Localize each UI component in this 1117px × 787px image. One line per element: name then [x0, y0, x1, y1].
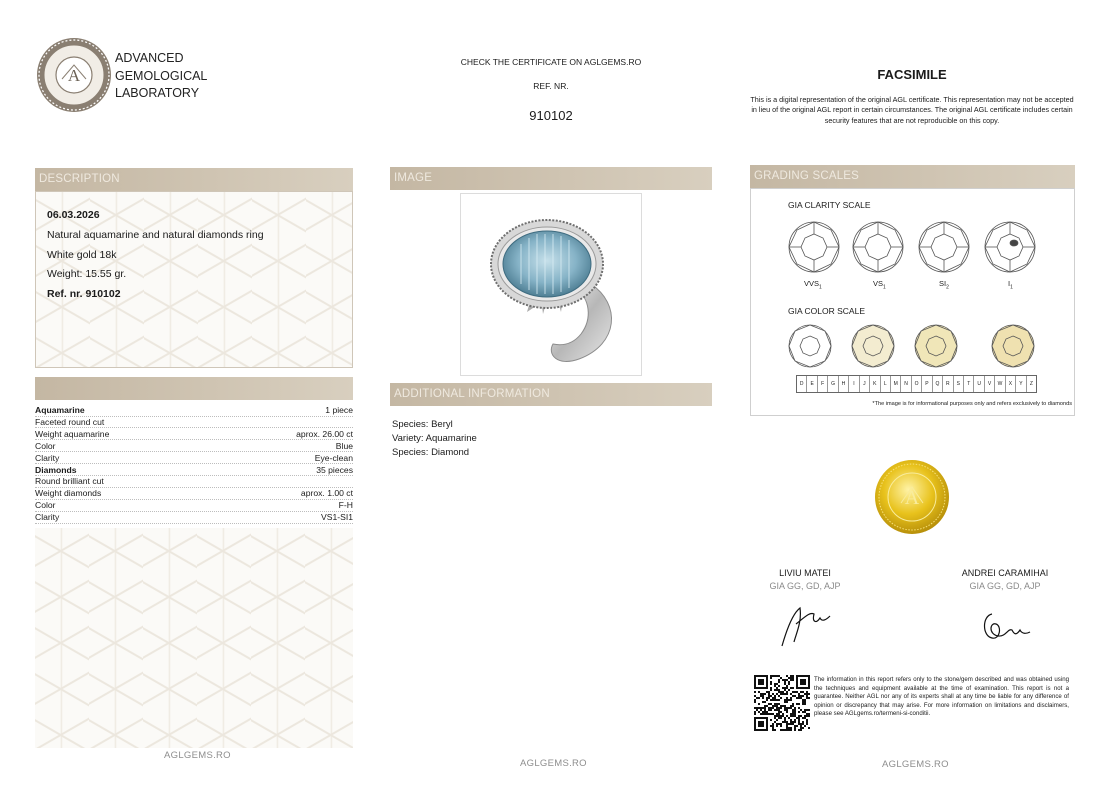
color-letter: S — [954, 376, 964, 392]
gem-table-row — [35, 488, 353, 500]
gem-table-value: 1 piece — [325, 405, 353, 415]
check-certificate-text: CHECK THE CERTIFICATE ON AGLGEMS.RO — [460, 57, 642, 67]
color-letter: N — [901, 376, 911, 392]
gem-table-key: Color — [35, 440, 56, 451]
gem-table-value: F-H — [338, 500, 353, 511]
gem-table-row — [35, 465, 353, 477]
clarity-diamonds — [751, 215, 1074, 295]
gem-table-key: Weight diamonds — [35, 488, 102, 499]
clarity-label-vvs: $VVS_1$ — [804, 279, 822, 291]
gem-table-heading — [35, 377, 353, 400]
gem-table-key: Color — [35, 500, 56, 511]
clarity-label-i: $I_1$ — [1008, 279, 1013, 291]
gem-table-row — [35, 453, 353, 465]
gem-table-key: Clarity — [35, 512, 60, 523]
color-letter: Y — [1016, 376, 1026, 392]
additional-species-1: Species: Beryl — [392, 419, 453, 430]
color-letter: L — [881, 376, 891, 392]
signer-title-2: GIA GG, GD, AJP — [969, 581, 1041, 591]
image-heading: IMAGE — [390, 167, 712, 190]
color-letter: J — [860, 376, 870, 392]
ref-number: 910102 — [529, 108, 573, 123]
description-item: Natural aquamarine and natural diamonds ring — [47, 229, 264, 241]
color-letter: U — [974, 376, 984, 392]
additional-species-2: Species: Diamond — [392, 447, 470, 458]
color-letter: Q — [933, 376, 943, 392]
color-letter: G — [828, 376, 838, 392]
gem-table-row — [35, 405, 353, 417]
clarity-scale-title: GIA CLARITY SCALE — [788, 200, 871, 210]
color-letter: R — [943, 376, 953, 392]
gem-table-row — [35, 441, 353, 453]
color-letter: E — [807, 376, 817, 392]
color-letter: F — [818, 376, 828, 392]
description-box — [35, 191, 353, 368]
color-scale-title: GIA COLOR SCALE — [788, 306, 865, 316]
lab-name-line: GEMOLOGICAL — [115, 68, 208, 83]
color-letter: P — [922, 376, 932, 392]
gem-table-key: Diamonds — [35, 464, 77, 475]
lab-seal-logo — [36, 37, 112, 113]
gem-table-value: 35 pieces — [316, 464, 353, 475]
qr-code — [754, 675, 810, 731]
grading-note: *The image is for informational purposes only and refers exclusively to diamonds — [872, 401, 1072, 407]
color-letter: D — [797, 376, 807, 392]
gem-table-value: Eye-clean — [314, 452, 353, 463]
gem-table-value: Blue — [335, 440, 353, 451]
lab-name-line: ADVANCED — [115, 51, 184, 65]
gem-table-row — [35, 429, 353, 441]
signer-title-1: GIA GG, GD, AJP — [769, 581, 841, 591]
ring-photo — [460, 193, 642, 376]
color-letter: K — [870, 376, 880, 392]
description-weight: Weight: 15.55 gr. — [47, 268, 127, 280]
facsimile-text: This is a digital representation of the original AGL certificate. This representation may not be accepted in lieu of the original AGL report in certain circumstances. The original AGL certificate includes certain security features that are not reproducible on this copy. — [750, 95, 1074, 125]
signature-2 — [978, 606, 1034, 646]
svg-text:A: A — [904, 487, 920, 509]
color-letter-scale — [796, 375, 1037, 393]
gem-table-key: Faceted round cut — [35, 416, 105, 427]
grading-box — [750, 188, 1075, 416]
footer-website: AGLGEMS.RO — [882, 759, 949, 770]
description-metal: White gold 18k — [47, 249, 117, 261]
gem-table-row — [35, 417, 353, 429]
gem-table-value: VS1-SI1 — [320, 512, 353, 523]
color-letter: X — [1006, 376, 1016, 392]
gem-table-row — [35, 476, 353, 488]
grading-heading: GRADING SCALES — [750, 165, 1075, 188]
svg-text:A: A — [67, 66, 81, 85]
gem-table-key: Weight aquamarine — [35, 428, 110, 439]
description-date: 06.03.2026 — [47, 209, 100, 221]
gold-seal — [874, 459, 950, 535]
facsimile-title: FACSIMILE — [877, 67, 947, 82]
color-letter: V — [985, 376, 995, 392]
description-heading: DESCRIPTION — [35, 168, 353, 191]
description-ref: Ref. nr. 910102 — [47, 288, 121, 300]
color-letter: M — [891, 376, 901, 392]
gem-table-value: aprox. 26.00 ct — [296, 428, 353, 439]
ref-label: REF. NR. — [533, 81, 569, 91]
additional-heading: ADDITIONAL INFORMATION — [390, 383, 712, 406]
color-letter: I — [849, 376, 859, 392]
disclaimer-text: The information in this report refers only to the stone/gem described and was obtained using the techniques and equipment available at the time of examination. This report is not a guarantee. Neither AGL nor any of its experts shall at any time be liable for any difference of opinion or discrepancy that may arise. For more information on limitations and disclaimers, please see AGLgems.ro/termeni-si-conditii. — [814, 676, 1069, 718]
color-letter: H — [839, 376, 849, 392]
gem-table-background — [35, 528, 353, 748]
lab-name-line: LABORATORY — [115, 86, 200, 100]
signer-name-1: LIVIU MATEI — [779, 568, 831, 578]
gem-table-row — [35, 512, 353, 524]
color-diamonds — [751, 321, 1074, 371]
signature-1 — [776, 602, 836, 648]
footer-website: AGLGEMS.RO — [164, 750, 231, 761]
gem-table-row — [35, 500, 353, 512]
gem-table-key: Aquamarine — [35, 405, 85, 415]
clarity-label-si: $SI_2$ — [939, 279, 949, 291]
clarity-label-vs: $VS_1$ — [873, 279, 886, 291]
color-letter: T — [964, 376, 974, 392]
gem-table-key: Round brilliant cut — [35, 476, 104, 487]
color-letter: Z — [1029, 381, 1033, 387]
signer-name-2: ANDREI CARAMIHAI — [961, 568, 1049, 578]
footer-website: AGLGEMS.RO — [520, 758, 587, 769]
additional-variety: Variety: Aquamarine — [392, 433, 477, 444]
gem-table-key: Clarity — [35, 452, 60, 463]
color-letter: O — [912, 376, 922, 392]
color-letter: W — [995, 376, 1005, 392]
gem-table-value: aprox. 1.00 ct — [300, 488, 353, 499]
lab-name — [115, 50, 207, 103]
